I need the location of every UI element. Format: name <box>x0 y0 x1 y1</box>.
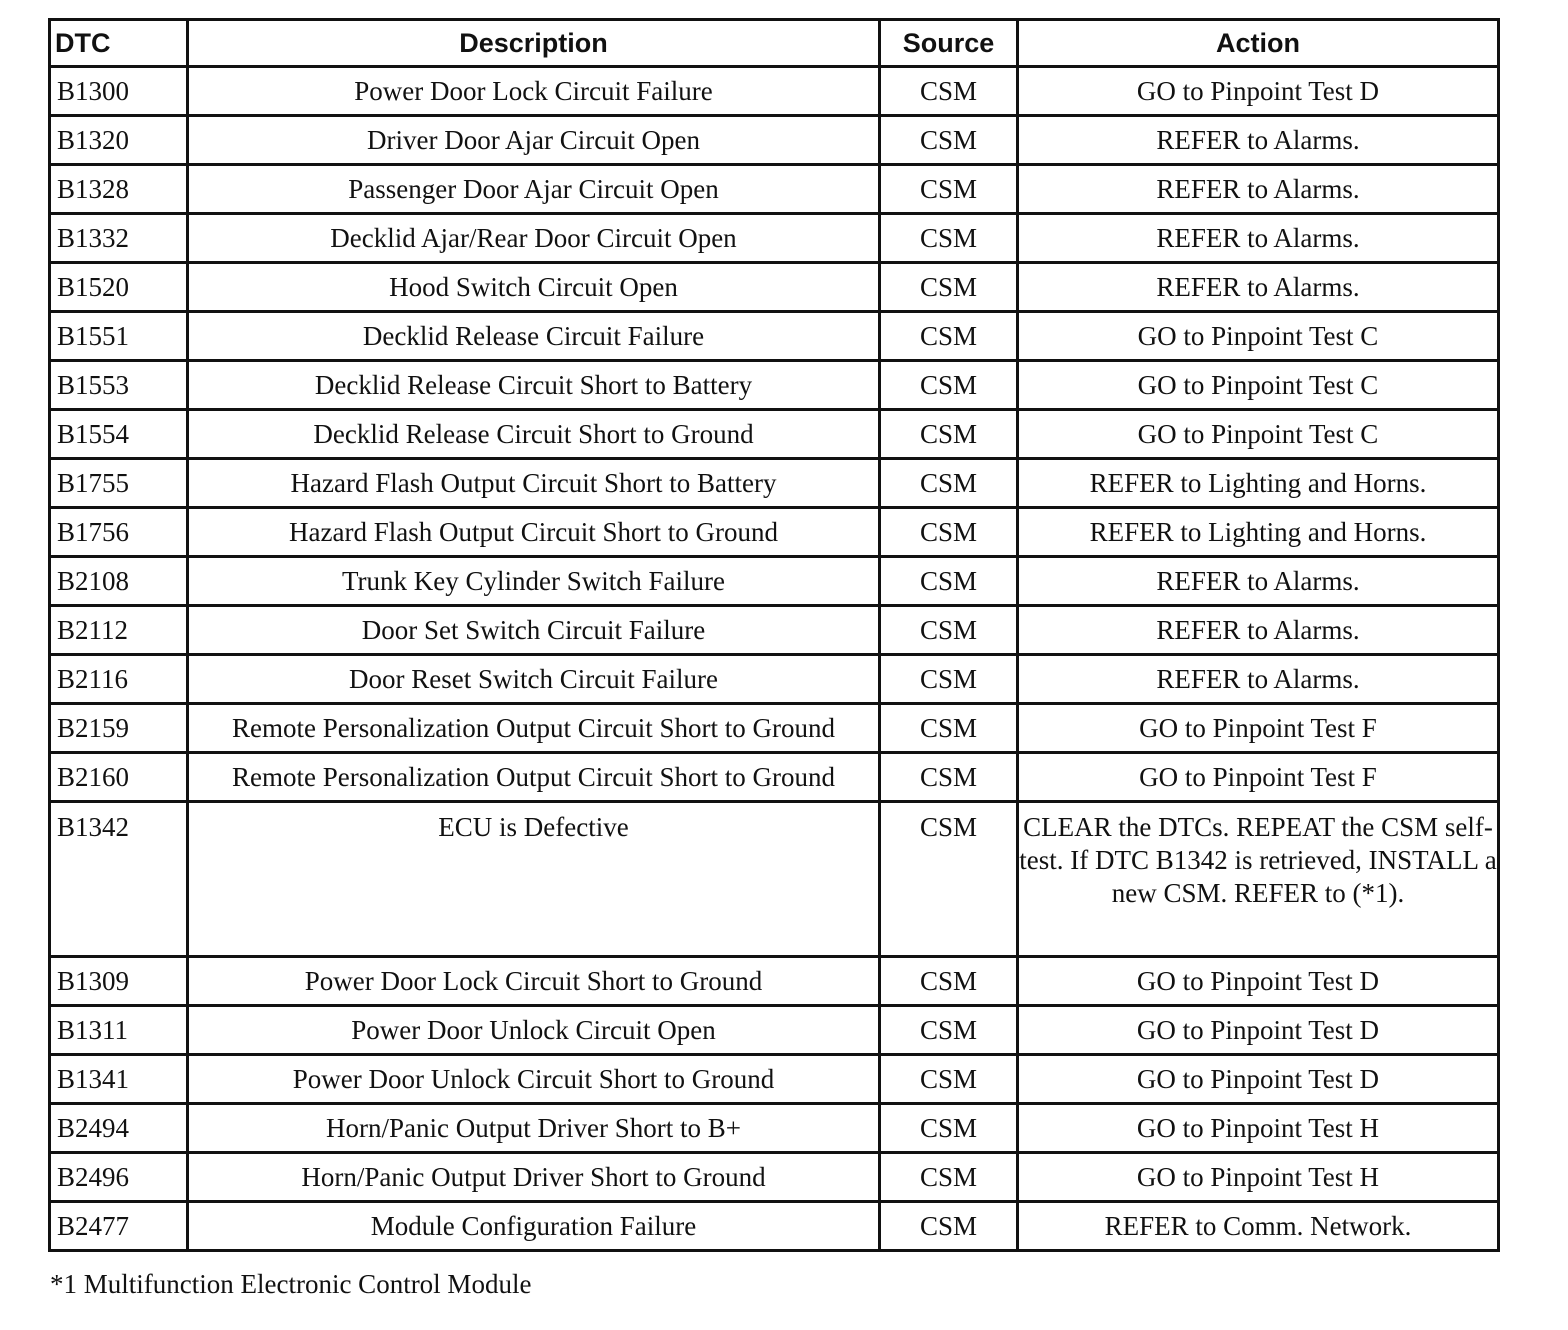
source-cell: CSM <box>880 67 1018 116</box>
dtc-cell: B1553 <box>50 361 188 410</box>
dtc-cell: B2496 <box>50 1153 188 1202</box>
action-cell: GO to Pinpoint Test D <box>1018 67 1499 116</box>
source-cell: CSM <box>880 753 1018 802</box>
source-cell: CSM <box>880 606 1018 655</box>
dtc-cell: B1554 <box>50 410 188 459</box>
table-row <box>50 1104 1499 1153</box>
action-cell: GO to Pinpoint Test H <box>1018 1153 1499 1202</box>
header-description: Description <box>188 20 880 67</box>
source-cell: CSM <box>880 1006 1018 1055</box>
dtc-cell: B1332 <box>50 214 188 263</box>
action-cell: REFER to Alarms. <box>1018 116 1499 165</box>
source-cell: CSM <box>880 459 1018 508</box>
action-cell: GO to Pinpoint Test H <box>1018 1104 1499 1153</box>
source-cell: CSM <box>880 165 1018 214</box>
description-cell: Door Set Switch Circuit Failure <box>188 606 880 655</box>
description-cell: Module Configuration Failure <box>188 1202 880 1251</box>
table-row <box>50 508 1499 557</box>
header-source: Source <box>880 20 1018 67</box>
action-cell: GO to Pinpoint Test F <box>1018 704 1499 753</box>
source-cell: CSM <box>880 957 1018 1006</box>
table-header-row <box>50 20 1499 67</box>
dtc-cell: B1311 <box>50 1006 188 1055</box>
table-row <box>50 802 1499 957</box>
source-cell: CSM <box>880 361 1018 410</box>
dtc-table <box>48 18 1500 1252</box>
description-cell: Power Door Unlock Circuit Open <box>188 1006 880 1055</box>
description-cell: Decklid Release Circuit Failure <box>188 312 880 361</box>
description-cell: Passenger Door Ajar Circuit Open <box>188 165 880 214</box>
table-row <box>50 410 1499 459</box>
table-row <box>50 606 1499 655</box>
action-cell: REFER to Alarms. <box>1018 214 1499 263</box>
action-cell: GO to Pinpoint Test C <box>1018 361 1499 410</box>
table-row <box>50 165 1499 214</box>
action-cell: GO to Pinpoint Test D <box>1018 1055 1499 1104</box>
description-cell: Power Door Lock Circuit Short to Ground <box>188 957 880 1006</box>
description-cell: Decklid Release Circuit Short to Ground <box>188 410 880 459</box>
description-cell: Hood Switch Circuit Open <box>188 263 880 312</box>
dtc-cell: B1520 <box>50 263 188 312</box>
dtc-cell: B1341 <box>50 1055 188 1104</box>
table-row <box>50 116 1499 165</box>
description-cell: Hazard Flash Output Circuit Short to Battery <box>188 459 880 508</box>
dtc-cell: B2494 <box>50 1104 188 1153</box>
action-cell: REFER to Alarms. <box>1018 263 1499 312</box>
description-cell: Power Door Unlock Circuit Short to Ground <box>188 1055 880 1104</box>
dtc-cell: B2112 <box>50 606 188 655</box>
table-row <box>50 312 1499 361</box>
dtc-cell: B1320 <box>50 116 188 165</box>
action-cell: GO to Pinpoint Test D <box>1018 1006 1499 1055</box>
dtc-cell: B1756 <box>50 508 188 557</box>
action-cell: REFER to Alarms. <box>1018 557 1499 606</box>
table-row <box>50 704 1499 753</box>
action-cell: GO to Pinpoint Test D <box>1018 957 1499 1006</box>
dtc-cell: B1755 <box>50 459 188 508</box>
table-row <box>50 557 1499 606</box>
action-cell: CLEAR the DTCs. REPEAT the CSM self-test. If DTC B1342 is retrieved, INSTALL a new CSM. REFER to (*1). <box>1018 802 1499 957</box>
table-body <box>50 67 1499 1251</box>
table-row <box>50 263 1499 312</box>
action-cell: REFER to Alarms. <box>1018 606 1499 655</box>
description-cell: Remote Personalization Output Circuit Short to Ground <box>188 753 880 802</box>
action-cell: REFER to Alarms. <box>1018 165 1499 214</box>
dtc-cell: B1342 <box>50 802 188 957</box>
table-row <box>50 957 1499 1006</box>
source-cell: CSM <box>880 1153 1018 1202</box>
action-cell: REFER to Lighting and Horns. <box>1018 459 1499 508</box>
dtc-cell: B2160 <box>50 753 188 802</box>
header-action: Action <box>1018 20 1499 67</box>
source-cell: CSM <box>880 263 1018 312</box>
table-row <box>50 753 1499 802</box>
footnote: *1 Multifunction Electronic Control Module <box>50 1269 532 1299</box>
description-cell: Hazard Flash Output Circuit Short to Ground <box>188 508 880 557</box>
source-cell: CSM <box>880 116 1018 165</box>
dtc-cell: B1300 <box>50 67 188 116</box>
source-cell: CSM <box>880 1055 1018 1104</box>
source-cell: CSM <box>880 802 1018 957</box>
table-row <box>50 361 1499 410</box>
dtc-cell: B2159 <box>50 704 188 753</box>
description-cell: Decklid Ajar/Rear Door Circuit Open <box>188 214 880 263</box>
description-cell: Remote Personalization Output Circuit Short to Ground <box>188 704 880 753</box>
source-cell: CSM <box>880 704 1018 753</box>
table-row <box>50 1202 1499 1251</box>
source-cell: CSM <box>880 557 1018 606</box>
action-cell: GO to Pinpoint Test C <box>1018 312 1499 361</box>
description-cell: Power Door Lock Circuit Failure <box>188 67 880 116</box>
description-cell: Driver Door Ajar Circuit Open <box>188 116 880 165</box>
dtc-cell: B1551 <box>50 312 188 361</box>
description-cell: Horn/Panic Output Driver Short to B+ <box>188 1104 880 1153</box>
table-row <box>50 655 1499 704</box>
dtc-cell: B2108 <box>50 557 188 606</box>
action-cell: GO to Pinpoint Test C <box>1018 410 1499 459</box>
source-cell: CSM <box>880 312 1018 361</box>
table-row <box>50 67 1499 116</box>
dtc-cell: B1309 <box>50 957 188 1006</box>
table-row <box>50 214 1499 263</box>
description-cell: Trunk Key Cylinder Switch Failure <box>188 557 880 606</box>
header-dtc: DTC <box>50 20 188 67</box>
table-row <box>50 459 1499 508</box>
dtc-cell: B2116 <box>50 655 188 704</box>
description-cell: Door Reset Switch Circuit Failure <box>188 655 880 704</box>
source-cell: CSM <box>880 1202 1018 1251</box>
description-cell: ECU is Defective <box>188 802 880 957</box>
dtc-cell: B2477 <box>50 1202 188 1251</box>
table-row <box>50 1153 1499 1202</box>
description-cell: Decklid Release Circuit Short to Battery <box>188 361 880 410</box>
dtc-cell: B1328 <box>50 165 188 214</box>
source-cell: CSM <box>880 410 1018 459</box>
source-cell: CSM <box>880 1104 1018 1153</box>
table-row <box>50 1055 1499 1104</box>
action-cell: REFER to Lighting and Horns. <box>1018 508 1499 557</box>
source-cell: CSM <box>880 508 1018 557</box>
source-cell: CSM <box>880 214 1018 263</box>
action-cell: REFER to Comm. Network. <box>1018 1202 1499 1251</box>
source-cell: CSM <box>880 655 1018 704</box>
action-cell: REFER to Alarms. <box>1018 655 1499 704</box>
description-cell: Horn/Panic Output Driver Short to Ground <box>188 1153 880 1202</box>
table-row <box>50 1006 1499 1055</box>
action-cell: GO to Pinpoint Test F <box>1018 753 1499 802</box>
